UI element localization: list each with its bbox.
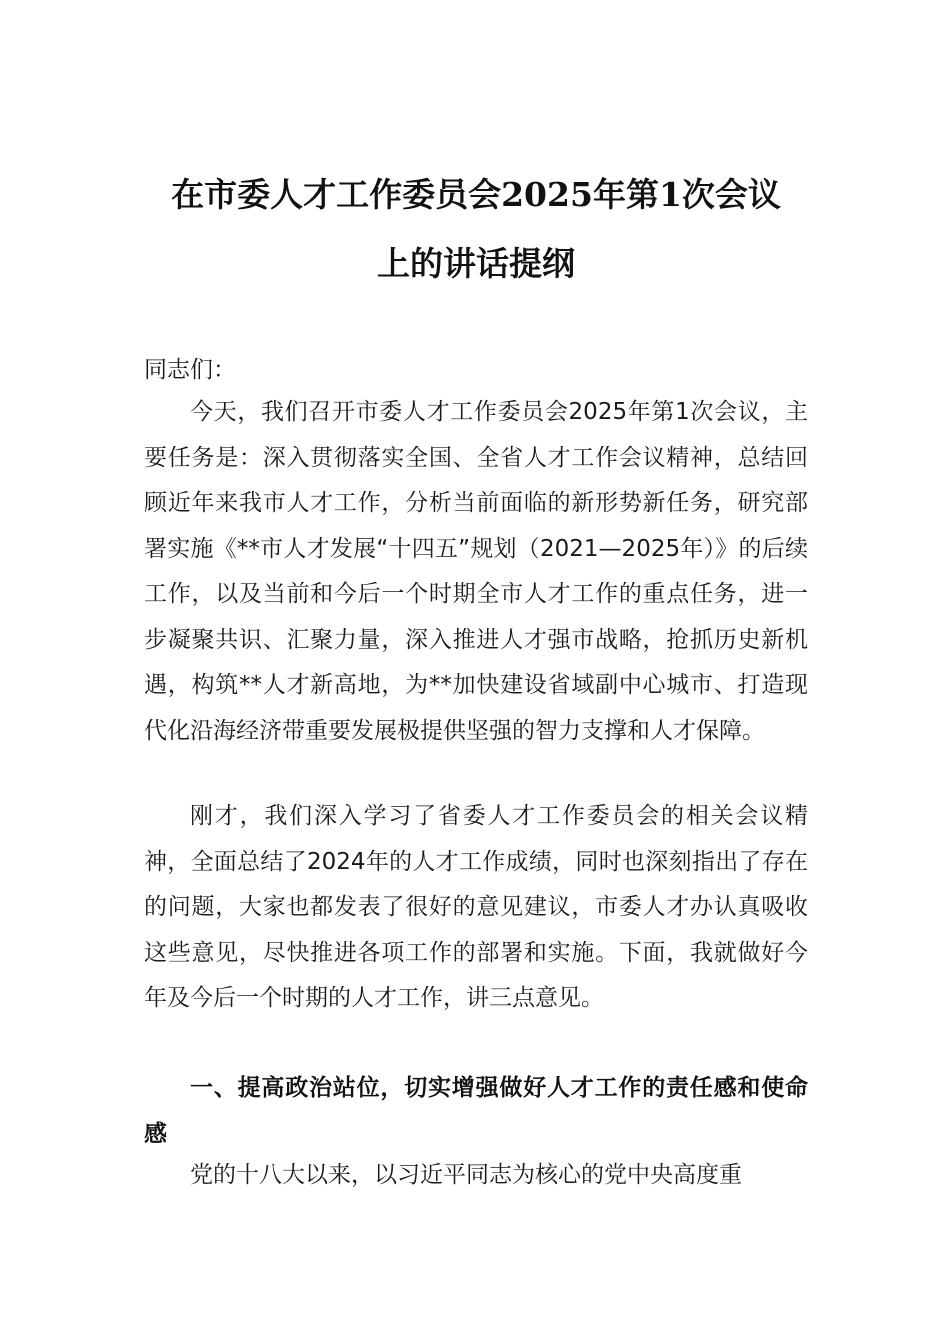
paragraph-opening: 今天，我们召开市委人才工作委员会2025年第1次会议，主要任务是：深入贯彻落实全国、全省人才工作会议精神，总结回顾近年来我市人才工作，分析当前面临的新形势新任务，研究部署实施《**市人才发展“十四五”规划（2021—2025年）》的后续工作，以及当前和今后一个时期全市人才工作的重点任务，进一步凝聚共识、汇聚力量，深入推进人才强市战略，抢抓历史新机遇，构筑**人才新高地，为**加快建设省域副中心城市、打造现代化沿海经济带重要发展极提供坚强的智力支撑和人才保障。 bbox=[144, 399, 808, 744]
paragraph-section-1-start: 党的十八大以来，以习近平同志为核心的党中央高度重 bbox=[190, 1162, 742, 1188]
salutation: 同志们： bbox=[144, 357, 236, 383]
paragraph-review: 刚才，我们深入学习了省委人才工作委员会的相关会议精神，全面总结了2024年的人才工作成绩，同时也深刻指出了存在的问题，大家也都发表了很好的意见建议，市委人才办认真吸收这些意见，尽快推进各项工作的部署和实施。下面，我就做好今年及今后一个时期的人才工作，讲三点意见。 bbox=[144, 803, 808, 1011]
section-heading-1: 一、提高政治站位，切实增强做好人才工作的责任感和使命感 bbox=[144, 1075, 808, 1147]
document-title-line-2: 上的讲话提纲 bbox=[377, 244, 575, 283]
document-title-line-1: 在市委人才工作委员会2025年第1次会议 bbox=[171, 175, 781, 214]
